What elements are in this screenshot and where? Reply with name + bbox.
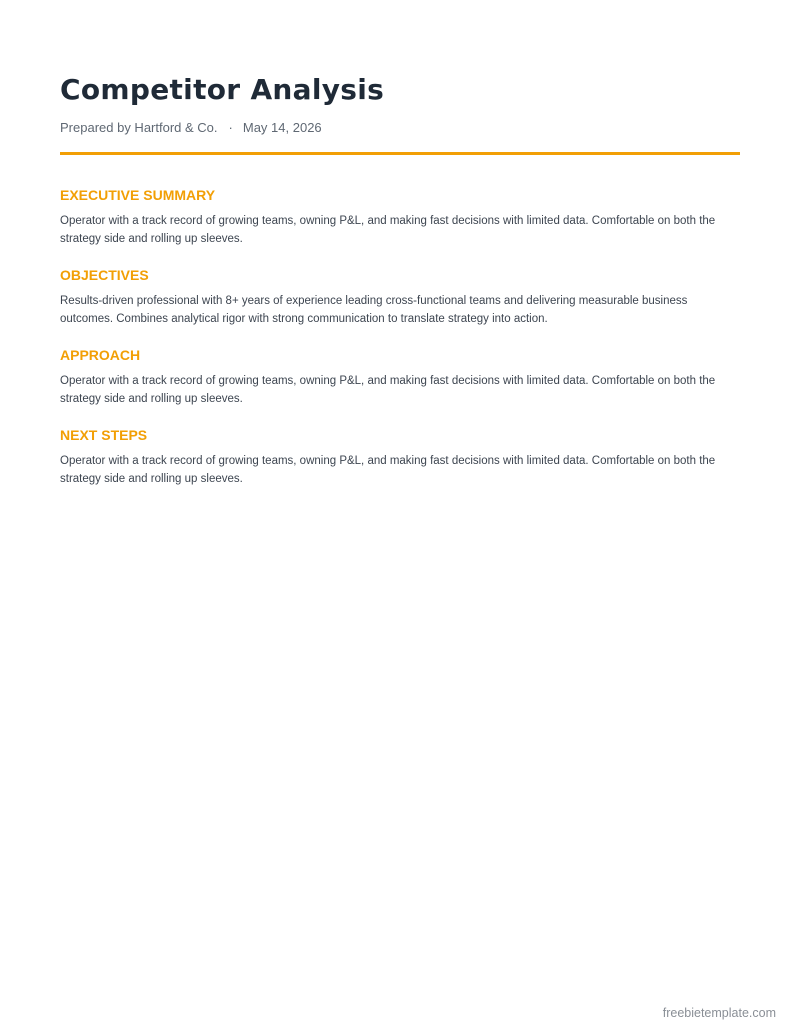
document-meta bbox=[60, 119, 322, 137]
section-heading: NEXT STEPS bbox=[60, 427, 148, 443]
section-heading: APPROACH bbox=[60, 347, 141, 363]
section-heading: OBJECTIVES bbox=[60, 267, 149, 283]
section-body: Operator with a track record of growing teams, owning P&L, and making fast decisions with limited data. Comfortable on both the strategy side and rolling up sleeves. bbox=[60, 215, 716, 245]
section-body: Results-driven professional with 8+ years of experience leading cross-functional teams and delivering measurable business outcomes. Combines analytical rigor with strong communication to translate strategy into action. bbox=[60, 295, 688, 325]
section-heading: EXECUTIVE SUMMARY bbox=[60, 187, 216, 203]
sections-container bbox=[60, 185, 740, 505]
document-title: Competitor Analysis bbox=[60, 73, 385, 106]
section-body: Operator with a track record of growing teams, owning P&L, and making fast decisions with limited data. Comfortable on both the strategy side and rolling up sleeves. bbox=[60, 375, 716, 405]
section-body: Operator with a track record of growing teams, owning P&L, and making fast decisions with limited data. Comfortable on both the strategy side and rolling up sleeves. bbox=[60, 455, 716, 485]
section-objectives bbox=[60, 265, 740, 345]
section-executive-summary bbox=[60, 185, 740, 265]
footer-watermark: freebietemplate.com bbox=[662, 1006, 776, 1020]
accent-divider bbox=[60, 152, 740, 155]
section-approach bbox=[60, 345, 740, 425]
section-next-steps bbox=[60, 425, 740, 505]
meta-separator: · bbox=[228, 120, 233, 135]
document-date: May 14, 2026 bbox=[242, 120, 322, 135]
prepared-by: Prepared by Hartford & Co. bbox=[60, 120, 218, 135]
